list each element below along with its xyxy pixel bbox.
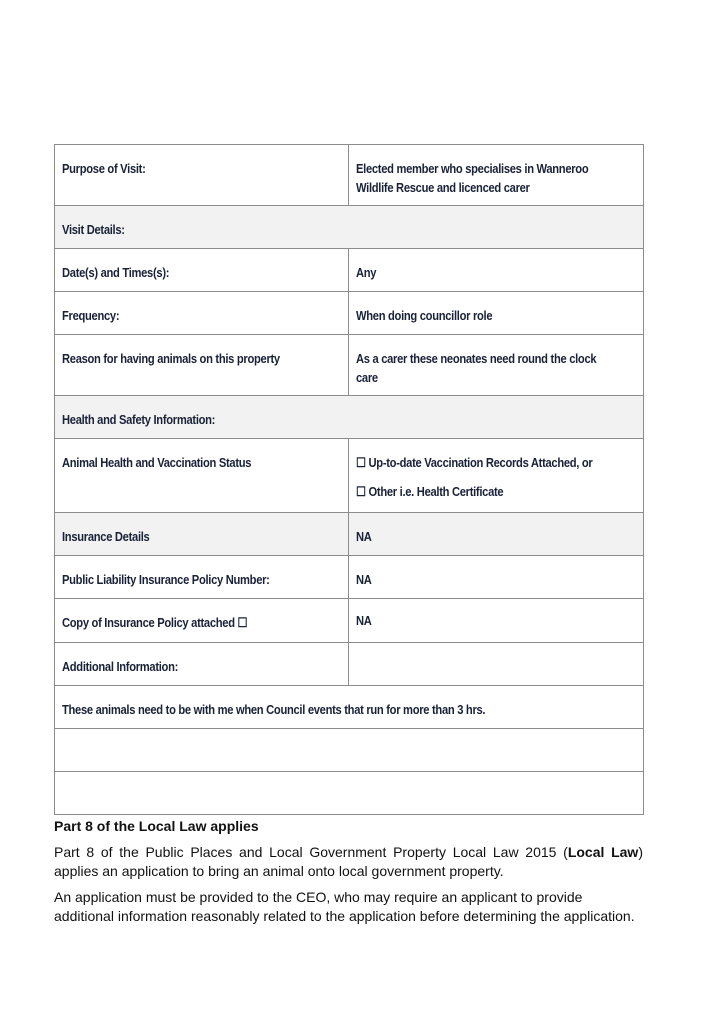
local-law-paragraph (54, 843, 643, 881)
additional-text-cell[interactable] (55, 686, 644, 729)
copy-policy-row (55, 599, 644, 643)
ceo-application-paragraph: An application must be provided to the CEO, who may require an applicant to provide additional information reasonably related to the application before determining the application. (54, 889, 635, 924)
health-status-value-cell (349, 439, 644, 513)
health-status-label: Animal Health and Vaccination Status (62, 455, 252, 470)
frequency-value: When doing councillor role (356, 308, 493, 323)
copy-policy-label: Copy of Insurance Policy attached (62, 615, 235, 630)
purpose-label-cell (55, 145, 349, 206)
insurance-label: Insurance Details (62, 529, 150, 544)
para1-text-start: Part 8 of the Public Places and Local Government Property Local Law 2015 ( (54, 844, 568, 860)
visit-form-table (54, 144, 644, 815)
health-certificate-option[interactable] (356, 482, 636, 501)
health-status-label-cell (55, 439, 349, 513)
health-certificate-label: Other i.e. Health Certificate (368, 484, 504, 499)
blank-cell[interactable] (55, 729, 644, 772)
policy-number-value: NA (356, 572, 372, 587)
reason-label-cell (55, 335, 349, 396)
health-heading: Health and Safety Information: (62, 412, 216, 427)
visit-details-heading: Visit Details: (62, 222, 125, 237)
purpose-label: Purpose of Visit: (62, 161, 146, 176)
purpose-row (55, 145, 644, 206)
local-law-term: Local Law (567, 844, 639, 860)
checkbox-icon[interactable]: ☐ (237, 615, 248, 630)
reason-value-cell[interactable] (349, 335, 644, 396)
policy-number-label: Public Liability Insurance Policy Number: (62, 572, 270, 587)
purpose-value-line2: Wildlife Rescue and licenced carer (356, 180, 530, 195)
health-heading-cell (55, 396, 644, 439)
vaccination-records-label: Up-to-date Vaccination Records Attached, or (368, 455, 593, 470)
checkbox-icon[interactable]: ☐ (356, 455, 366, 470)
reason-row (55, 335, 644, 396)
reason-value-line1: As a carer these neonates need round the clock (356, 351, 597, 366)
insurance-label-cell (55, 513, 349, 556)
frequency-value-cell[interactable] (349, 292, 644, 335)
blank-row (55, 772, 644, 815)
vaccination-records-option[interactable] (356, 453, 636, 472)
health-heading-row (55, 396, 644, 439)
dates-label: Date(s) and Times(s): (62, 265, 170, 280)
para1-text-end: ) applies an application to bring an animal onto local government property. (54, 844, 643, 879)
additional-label: Additional Information: (62, 659, 179, 674)
visit-details-heading-cell (55, 206, 644, 249)
blank-row (55, 729, 644, 772)
additional-label-cell (55, 643, 349, 686)
purpose-value-line1: Elected member who specialises in Wanneroo (356, 161, 589, 176)
blank-cell[interactable] (55, 772, 644, 815)
reason-label: Reason for having animals on this property (62, 351, 280, 366)
insurance-value: NA (356, 529, 372, 544)
dates-value: Any (356, 265, 377, 280)
visit-details-heading-row (55, 206, 644, 249)
policy-number-label-cell (55, 556, 349, 599)
policy-number-value-cell[interactable] (349, 556, 644, 599)
additional-value-cell[interactable] (349, 643, 644, 686)
dates-label-cell (55, 249, 349, 292)
additional-info-row (55, 643, 644, 686)
insurance-value-cell[interactable] (349, 513, 644, 556)
checkbox-icon[interactable]: ☐ (356, 484, 366, 499)
dates-row (55, 249, 644, 292)
health-status-row (55, 439, 644, 513)
reason-value-line2: care (356, 370, 378, 385)
frequency-label: Frequency: (62, 308, 120, 323)
copy-policy-value-cell[interactable] (349, 599, 644, 643)
insurance-row (55, 513, 644, 556)
additional-text-row (55, 686, 644, 729)
section-heading: Part 8 of the Local Law applies (54, 818, 259, 834)
policy-number-row (55, 556, 644, 599)
dates-value-cell[interactable] (349, 249, 644, 292)
additional-text: These animals need to be with me when Council events that run for more than 3 hrs. (62, 702, 486, 717)
purpose-value-cell[interactable] (349, 145, 644, 206)
frequency-label-cell (55, 292, 349, 335)
copy-policy-label-cell (55, 599, 349, 643)
frequency-row (55, 292, 644, 335)
copy-policy-value: NA (356, 613, 372, 628)
